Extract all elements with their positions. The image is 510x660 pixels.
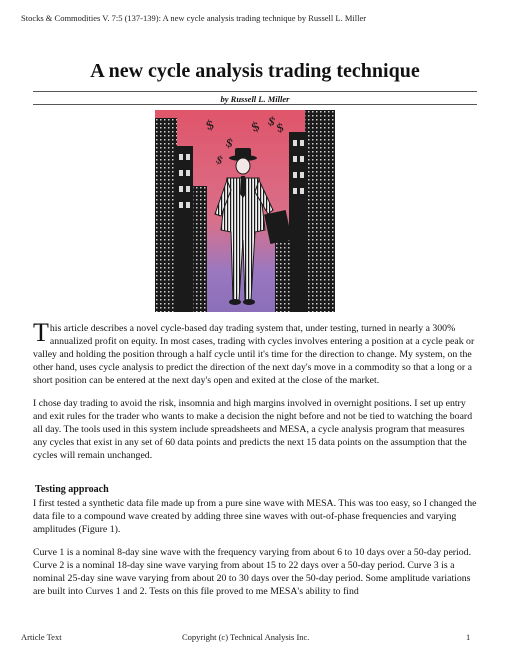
svg-text:$: $ xyxy=(275,119,286,135)
intro-paragraph-text: his article describes a novel cycle-based day trading system that, under testing, turned in nearly a 300% annualized profit on equity. In most cases, trading with cycles involves entering a position at a cycle peak or valley and holding the position through a half cycle until it's time for the direction to change. My system, on the other hand, uses cycle analysis to predict the direction of the next day's move in a commodity so that a long or a short position can be entered at the next day's open and exited at the close of the market. xyxy=(33,323,475,386)
title-rule-bottom xyxy=(33,104,477,105)
intro-paragraph xyxy=(33,318,477,387)
svg-text:$: $ xyxy=(224,135,235,151)
svg-text:$: $ xyxy=(213,152,225,168)
footer-copyright: Copyright (c) Technical Analysis Inc. xyxy=(182,632,310,642)
day-trading-paragraph: I chose day trading to avoid the risk, insomnia and high margins involved in overnight positions. I set up entry and exit rules for the trader who wants to make a decision the night before and not be tied to watching the board all day. The tools used in this system include spreadsheets and MESA, a cycle analysis program that measures any cycles that exist in any set of 60 data points and predicts the next 15 data points on the assumption that the cycles will remain unchanged. xyxy=(33,398,473,461)
footer-left: Article Text xyxy=(21,632,62,642)
businessman-with-briefcase-cityscape-icon xyxy=(155,110,335,312)
byline: by Russell L. Miller xyxy=(220,94,290,104)
article-body-bottom xyxy=(33,497,477,608)
testing-paragraph: I first tested a synthetic data file made up from a pure sine wave with MESA. This was too easy, so I changed the data file to a compound wave created by adding three sine waves with out-of-phase frequencies and varying amplitudes (Figure 1). xyxy=(33,498,477,535)
svg-text:$: $ xyxy=(249,118,263,136)
drop-cap: T xyxy=(33,318,49,347)
svg-text:$: $ xyxy=(266,113,278,129)
section-heading: Testing approach xyxy=(35,484,109,495)
article-title: A new cycle analysis trading technique xyxy=(90,60,420,82)
curves-paragraph: Curve 1 is a nominal 8-day sine wave with the frequency varying from about 6 to 10 days over a 50-day period. Curve 2 is a nominal 18-day sine wave varying from about 15 to 22 days over a 50-day period. Curve 3 is a nominal 25-day sine wave varying from about 20 to 30 days over the 50-day period. Some amplitude variations are built into Curves 1 and 2. Tests on this file proved to me MESA's ability to find xyxy=(33,547,472,597)
title-rule-top xyxy=(33,91,477,92)
article-body-top xyxy=(33,318,477,472)
running-header: Stocks & Commodities V. 7:5 (137-139): A new cycle analysis trading technique by Russell L. Miller xyxy=(21,13,367,23)
svg-text:$: $ xyxy=(204,117,217,134)
page-number: 1 xyxy=(466,632,471,642)
